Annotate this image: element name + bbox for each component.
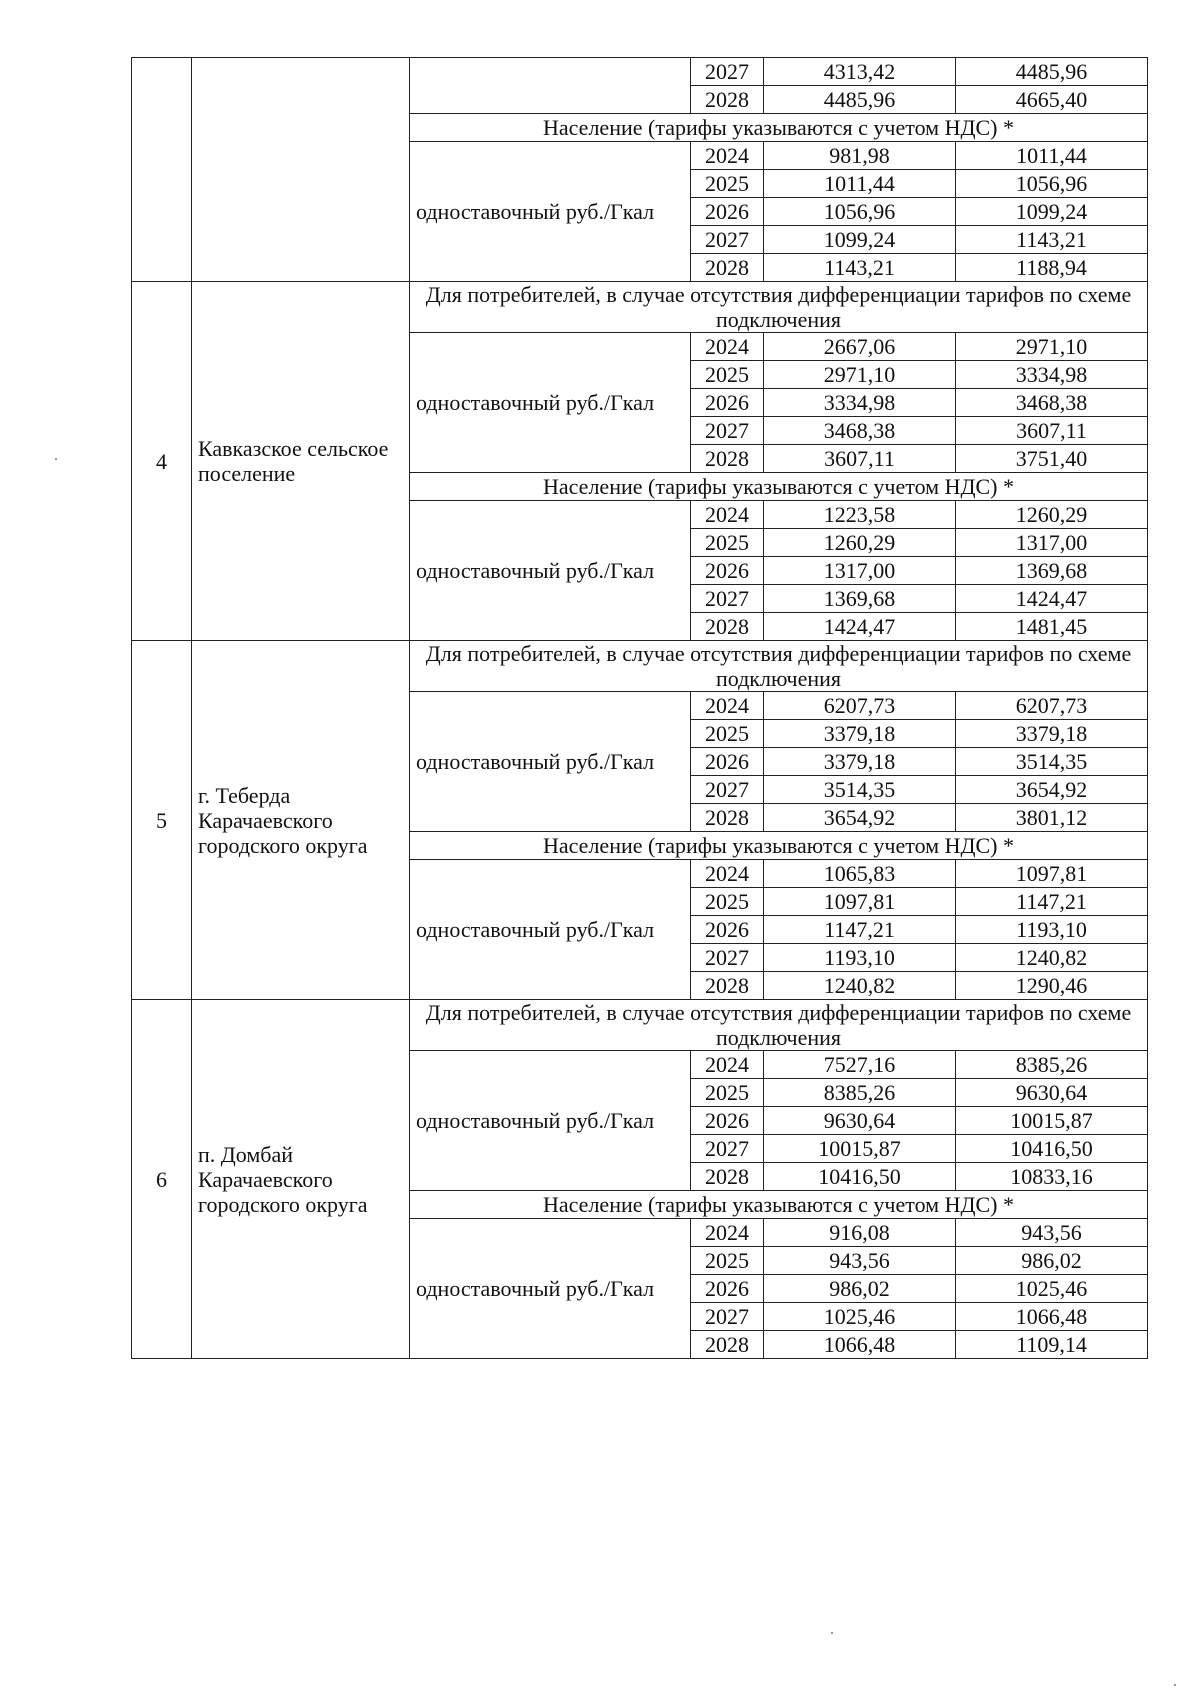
row-number: 5: [132, 641, 192, 1000]
tariff-value-second-half: 4485,96: [956, 58, 1148, 86]
group-header-row: [132, 282, 1148, 333]
year-cell: 2027: [691, 417, 764, 445]
tariff-value-second-half: 3751,40: [956, 445, 1148, 473]
year-cell: 2024: [691, 142, 764, 170]
year-cell: 2027: [691, 1135, 764, 1163]
tariff-value-first-half: 10416,50: [764, 1163, 956, 1191]
tariff-value-second-half: 1109,14: [956, 1331, 1148, 1359]
year-cell: 2025: [691, 888, 764, 916]
tariff-value-second-half: 3334,98: [956, 361, 1148, 389]
tariff-value-first-half: 1099,24: [764, 226, 956, 254]
year-cell: 2027: [691, 58, 764, 86]
tariff-value-first-half: 3607,11: [764, 445, 956, 473]
tariff-value-first-half: 1424,47: [764, 613, 956, 641]
year-cell: 2028: [691, 972, 764, 1000]
tariff-value-first-half: 1147,21: [764, 916, 956, 944]
tariff-value-second-half: 3379,18: [956, 720, 1148, 748]
tariff-type-label: одноставочный руб./Гкал: [410, 1219, 691, 1359]
tariff-value-first-half: 4313,42: [764, 58, 956, 86]
tariff-value-first-half: 1011,44: [764, 170, 956, 198]
tariff-value-second-half: 1066,48: [956, 1303, 1148, 1331]
tariff-value-second-half: 1188,94: [956, 254, 1148, 282]
tariff-value-second-half: 3654,92: [956, 776, 1148, 804]
tariff-value-second-half: 1056,96: [956, 170, 1148, 198]
tariff-value-second-half: 1424,47: [956, 585, 1148, 613]
tariff-value-first-half: 3468,38: [764, 417, 956, 445]
year-cell: 2024: [691, 501, 764, 529]
tariff-value-second-half: 10015,87: [956, 1107, 1148, 1135]
tariff-value-second-half: 1011,44: [956, 142, 1148, 170]
row-number: [132, 58, 192, 282]
year-cell: 2025: [691, 529, 764, 557]
year-cell: 2026: [691, 1107, 764, 1135]
tariff-value-first-half: 1097,81: [764, 888, 956, 916]
tariff-value-second-half: 2971,10: [956, 333, 1148, 361]
tariff-value-first-half: 1240,82: [764, 972, 956, 1000]
tariff-value-second-half: 1193,10: [956, 916, 1148, 944]
tariff-value-first-half: 1065,83: [764, 860, 956, 888]
tariff-type-label: одноставочный руб./Гкал: [410, 1051, 691, 1191]
tariff-value-first-half: 3334,98: [764, 389, 956, 417]
tariff-value-first-half: 1260,29: [764, 529, 956, 557]
row-number: 4: [132, 282, 192, 641]
tariff-value-first-half: 1193,10: [764, 944, 956, 972]
tariff-value-second-half: 1097,81: [956, 860, 1148, 888]
tariff-value-first-half: 2667,06: [764, 333, 956, 361]
tariff-type-label: одноставочный руб./Гкал: [410, 860, 691, 1000]
tariff-type-label: [410, 58, 691, 114]
year-cell: 2027: [691, 776, 764, 804]
year-cell: 2026: [691, 198, 764, 226]
tariff-value-first-half: 1025,46: [764, 1303, 956, 1331]
year-cell: 2028: [691, 613, 764, 641]
year-cell: 2024: [691, 333, 764, 361]
year-cell: 2025: [691, 1079, 764, 1107]
tariff-value-first-half: 8385,26: [764, 1079, 956, 1107]
tariff-value-second-half: 943,56: [956, 1219, 1148, 1247]
year-cell: 2024: [691, 860, 764, 888]
scan-speck: [831, 1632, 833, 1634]
municipality-name: г. Теберда Карачаевского городского округа: [192, 641, 410, 1000]
year-cell: 2027: [691, 944, 764, 972]
year-cell: 2028: [691, 254, 764, 282]
tariff-value-first-half: 943,56: [764, 1247, 956, 1275]
year-cell: 2026: [691, 1275, 764, 1303]
tariff-value-second-half: 3607,11: [956, 417, 1148, 445]
year-cell: 2028: [691, 1331, 764, 1359]
tariff-value-first-half: 9630,64: [764, 1107, 956, 1135]
year-cell: 2024: [691, 692, 764, 720]
year-cell: 2025: [691, 361, 764, 389]
tariff-value-first-half: 4485,96: [764, 86, 956, 114]
year-cell: 2024: [691, 1219, 764, 1247]
row-number: 6: [132, 1000, 192, 1359]
tariff-value-first-half: 981,98: [764, 142, 956, 170]
tariff-value-first-half: 3379,18: [764, 720, 956, 748]
consumer-group-header: Население (тарифы указываются с учетом НДС) *: [410, 114, 1148, 142]
year-cell: 2026: [691, 748, 764, 776]
tariff-type-label: одноставочный руб./Гкал: [410, 692, 691, 832]
tariff-value-first-half: 10015,87: [764, 1135, 956, 1163]
tariff-value-second-half: 1240,82: [956, 944, 1148, 972]
consumer-group-header: Население (тарифы указываются с учетом НДС) *: [410, 473, 1148, 501]
tariff-value-first-half: 916,08: [764, 1219, 956, 1247]
year-cell: 2027: [691, 226, 764, 254]
year-cell: 2028: [691, 804, 764, 832]
year-cell: 2028: [691, 86, 764, 114]
tariff-value-first-half: 7527,16: [764, 1051, 956, 1079]
year-cell: 2027: [691, 585, 764, 613]
year-cell: 2025: [691, 170, 764, 198]
consumer-group-header: Для потребителей, в случае отсутствия дифференциации тарифов по схеме подключения: [410, 641, 1148, 692]
tariff-value-second-half: 3514,35: [956, 748, 1148, 776]
consumer-group-header: Для потребителей, в случае отсутствия дифференциации тарифов по схеме подключения: [410, 282, 1148, 333]
group-header-row: [132, 641, 1148, 692]
tariff-value-second-half: 1143,21: [956, 226, 1148, 254]
municipality-name: п. Домбай Карачаевского городского округа: [192, 1000, 410, 1359]
tariff-value-second-half: 1099,24: [956, 198, 1148, 226]
tariff-value-second-half: 986,02: [956, 1247, 1148, 1275]
tariff-value-second-half: 10833,16: [956, 1163, 1148, 1191]
tariff-value-first-half: 3379,18: [764, 748, 956, 776]
tariff-value-first-half: 6207,73: [764, 692, 956, 720]
tariff-value-second-half: 1147,21: [956, 888, 1148, 916]
tariff-value-second-half: 1481,45: [956, 613, 1148, 641]
tariff-value-second-half: 6207,73: [956, 692, 1148, 720]
year-cell: 2028: [691, 1163, 764, 1191]
consumer-group-header: Для потребителей, в случае отсутствия дифференциации тарифов по схеме подключения: [410, 1000, 1148, 1051]
tariff-value-first-half: 1143,21: [764, 254, 956, 282]
consumer-group-header: Население (тарифы указываются с учетом НДС) *: [410, 1191, 1148, 1219]
tariff-value-second-half: 3468,38: [956, 389, 1148, 417]
year-cell: 2025: [691, 1247, 764, 1275]
year-cell: 2026: [691, 557, 764, 585]
year-cell: 2026: [691, 916, 764, 944]
tariff-value-second-half: 8385,26: [956, 1051, 1148, 1079]
tariff-value-second-half: 1317,00: [956, 529, 1148, 557]
municipality-name: Кавказское сельское поселение: [192, 282, 410, 641]
tariff-table-body: [132, 58, 1148, 1359]
tariff-value-first-half: 1066,48: [764, 1331, 956, 1359]
tariff-row: [132, 58, 1148, 86]
tariff-type-label: одноставочный руб./Гкал: [410, 333, 691, 473]
tariff-value-first-half: 986,02: [764, 1275, 956, 1303]
tariff-value-second-half: 9630,64: [956, 1079, 1148, 1107]
tariff-value-first-half: 1056,96: [764, 198, 956, 226]
tariff-value-second-half: 10416,50: [956, 1135, 1148, 1163]
year-cell: 2028: [691, 445, 764, 473]
tariff-table: [131, 57, 1148, 1359]
tariff-value-first-half: 3514,35: [764, 776, 956, 804]
document-page: [131, 57, 1147, 1359]
consumer-group-header: Население (тарифы указываются с учетом НДС) *: [410, 832, 1148, 860]
tariff-value-second-half: 3801,12: [956, 804, 1148, 832]
year-cell: 2025: [691, 720, 764, 748]
tariff-value-first-half: 2971,10: [764, 361, 956, 389]
year-cell: 2026: [691, 389, 764, 417]
scan-speck: [1174, 1684, 1176, 1686]
tariff-value-first-half: 3654,92: [764, 804, 956, 832]
tariff-value-second-half: 1260,29: [956, 501, 1148, 529]
tariff-value-first-half: 1317,00: [764, 557, 956, 585]
tariff-value-first-half: 1369,68: [764, 585, 956, 613]
year-cell: 2027: [691, 1303, 764, 1331]
tariff-value-second-half: 1369,68: [956, 557, 1148, 585]
tariff-type-label: одноставочный руб./Гкал: [410, 142, 691, 282]
tariff-value-first-half: 1223,58: [764, 501, 956, 529]
tariff-value-second-half: 4665,40: [956, 86, 1148, 114]
tariff-value-second-half: 1025,46: [956, 1275, 1148, 1303]
tariff-type-label: одноставочный руб./Гкал: [410, 501, 691, 641]
group-header-row: [132, 1000, 1148, 1051]
municipality-name: [192, 58, 410, 282]
scan-speck: [55, 458, 57, 460]
year-cell: 2024: [691, 1051, 764, 1079]
tariff-value-second-half: 1290,46: [956, 972, 1148, 1000]
